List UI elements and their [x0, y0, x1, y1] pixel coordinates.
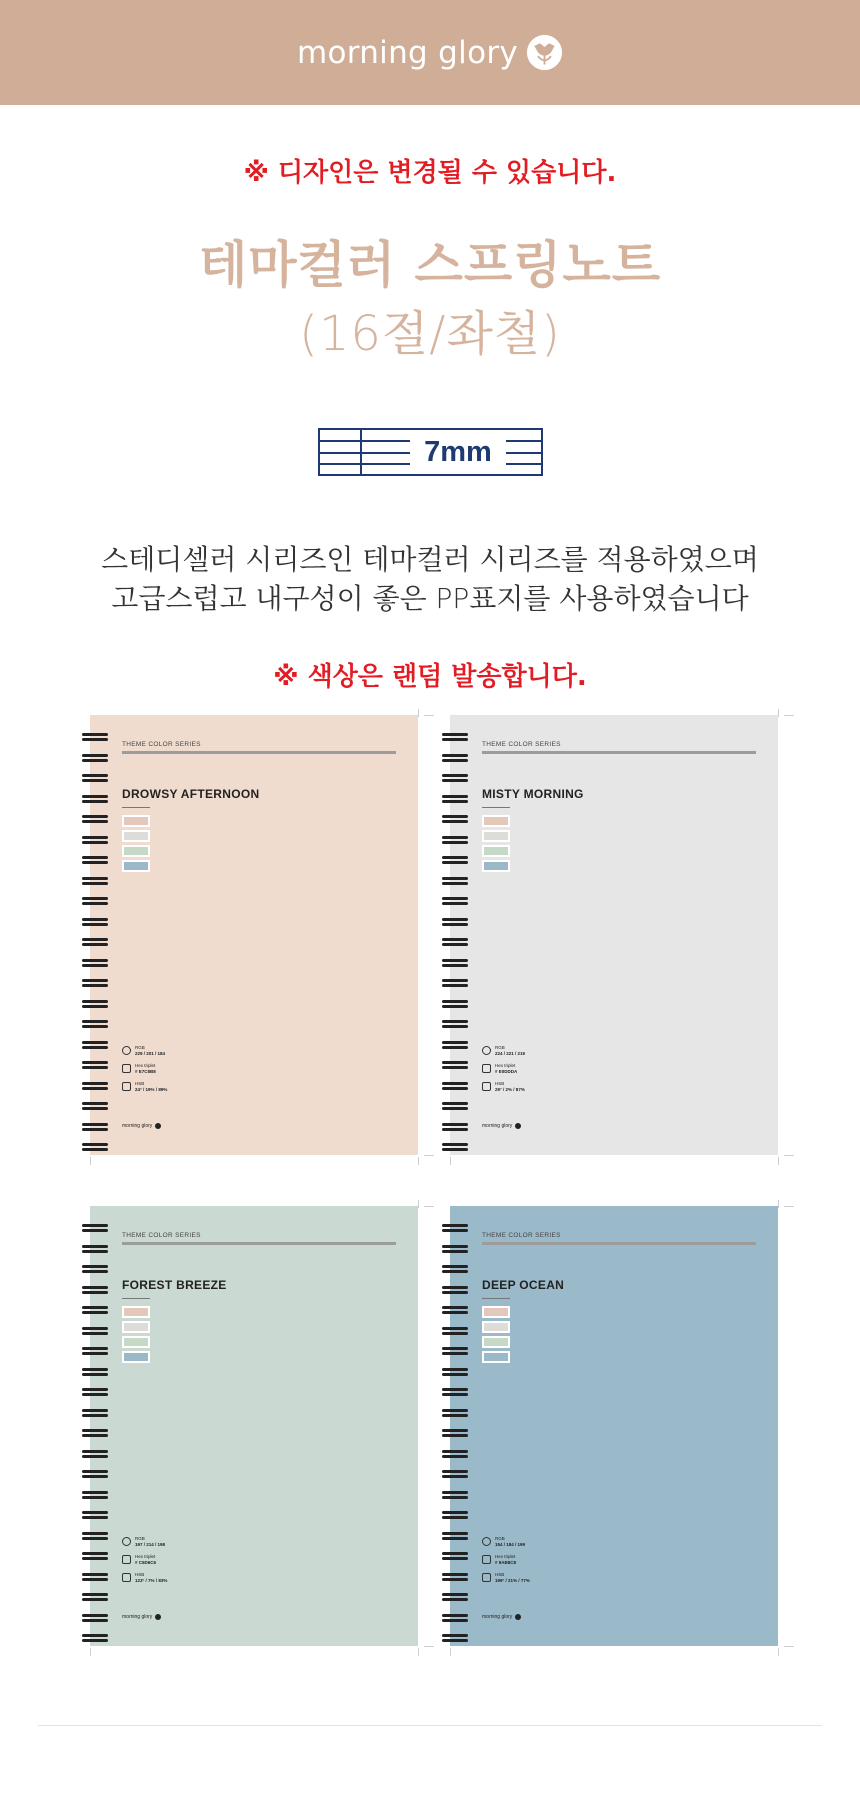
- hex-value: # E0DDDA: [495, 1068, 518, 1074]
- random-color-notice: ※ 색상은 랜덤 발송합니다.: [273, 662, 587, 692]
- spiral-ring: [82, 959, 108, 967]
- bottom-divider: [38, 1725, 822, 1726]
- hex-icon: [482, 1555, 491, 1564]
- description-line-2: 고급스럽고 내구성이 좋은 PP표지를 사용하였습니다: [111, 582, 749, 615]
- hex-value: # E7C8B8: [135, 1068, 156, 1074]
- hex-text: [135, 1554, 156, 1565]
- morning-glory-flower-icon: [526, 34, 563, 71]
- spiral-ring: [82, 1224, 108, 1232]
- name-rule: [122, 807, 150, 808]
- spiral-ring: [442, 1511, 468, 1519]
- spiral-ring: [82, 836, 108, 844]
- spiral-ring: [82, 1450, 108, 1458]
- brand-header: [0, 0, 860, 105]
- spiral-ring: [442, 1020, 468, 1028]
- spiral-ring: [442, 1123, 468, 1131]
- color-swatch: [482, 1336, 510, 1348]
- color-swatch: [122, 815, 150, 827]
- hex-text: [135, 1063, 156, 1074]
- series-rule: [122, 751, 396, 754]
- hex-text: [495, 1554, 516, 1565]
- rgb-icon: [482, 1046, 491, 1055]
- spiral-ring: [82, 1306, 108, 1314]
- spiral-ring: [82, 856, 108, 864]
- spiral-ring: [442, 1634, 468, 1642]
- spiral-ring: [82, 1491, 108, 1499]
- spiral-ring: [442, 1102, 468, 1110]
- spiral-ring: [442, 1286, 468, 1294]
- spiral-ring: [442, 1224, 468, 1232]
- cover-brand-text: morning glory: [122, 1614, 153, 1620]
- spiral-ring: [442, 1552, 468, 1560]
- hex-info: [482, 1063, 517, 1074]
- crop-mark: [90, 1157, 91, 1165]
- cover-panel: [90, 1206, 418, 1646]
- notebook-cover: [82, 1206, 442, 1661]
- color-swatch: [122, 860, 150, 872]
- spiral-ring: [442, 795, 468, 803]
- spiral-ring: [442, 1388, 468, 1396]
- spiral-ring: [442, 1491, 468, 1499]
- spiral-ring: [82, 1061, 108, 1069]
- spiral-ring: [442, 836, 468, 844]
- crop-mark: [424, 1206, 434, 1207]
- crop-mark: [784, 1646, 794, 1647]
- color-swatch: [482, 1321, 510, 1333]
- hsb-icon: [482, 1082, 491, 1091]
- spiral-ring: [442, 1532, 468, 1540]
- color-swatch: [482, 1306, 510, 1318]
- spiral-ring: [442, 918, 468, 926]
- crop-mark: [424, 1646, 434, 1647]
- rgb-icon: [482, 1537, 491, 1546]
- spiral-ring: [442, 1429, 468, 1437]
- spiral-ring: [82, 1593, 108, 1601]
- spiral-ring: [82, 1470, 108, 1478]
- brand-mark-icon: [155, 1614, 161, 1620]
- rgb-icon: [122, 1046, 131, 1055]
- spiral-ring: [442, 1593, 468, 1601]
- cover-panel: [450, 715, 778, 1155]
- description-line-1: 스테디셀러 시리즈인 테마컬러 시리즈를 적용하였으며: [101, 543, 759, 576]
- crop-mark: [778, 709, 779, 717]
- color-swatch: [122, 1306, 150, 1318]
- spiral-ring: [442, 1061, 468, 1069]
- spiral-ring: [442, 1450, 468, 1458]
- crop-mark: [778, 1157, 779, 1165]
- crop-mark: [424, 715, 434, 716]
- spiral-ring: [82, 1368, 108, 1376]
- ruling-indicator: [318, 428, 543, 476]
- rgb-value: 197 / 214 / 198: [135, 1541, 166, 1547]
- series-label: THEME COLOR SERIES: [482, 1232, 561, 1239]
- spiral-ring: [442, 1306, 468, 1314]
- hsb-text: [135, 1081, 167, 1092]
- design-change-notice: ※ 디자인은 변경될 수 있습니다.: [243, 158, 617, 188]
- rgb-info: [482, 1536, 525, 1547]
- hsb-icon: [122, 1082, 131, 1091]
- name-rule: [122, 1298, 150, 1299]
- series-rule: [482, 751, 756, 754]
- spiral-ring: [442, 1368, 468, 1376]
- spiral-ring: [82, 1082, 108, 1090]
- spiral-ring: [442, 754, 468, 762]
- hex-value: # 9AB8C8: [495, 1559, 517, 1565]
- spiral-ring: [82, 1429, 108, 1437]
- rgb-info: [122, 1045, 165, 1056]
- spiral-ring: [442, 1245, 468, 1253]
- cover-brand-text: morning glory: [122, 1123, 153, 1129]
- hex-label: Hex triplet: [135, 1554, 156, 1559]
- hsb-info: [122, 1081, 167, 1092]
- spiral-ring: [442, 1082, 468, 1090]
- spiral-ring: [442, 1000, 468, 1008]
- crop-mark: [778, 1200, 779, 1208]
- spiral-ring: [442, 1143, 468, 1151]
- hsb-label: HSB: [495, 1081, 505, 1086]
- spiral-ring: [442, 897, 468, 905]
- hex-label: Hex triplet: [495, 1063, 516, 1068]
- spiral-ring: [82, 1634, 108, 1642]
- notebook-name: DEEP OCEAN: [482, 1278, 565, 1292]
- spiral-ring: [82, 1020, 108, 1028]
- hsb-label: HSB: [495, 1572, 505, 1577]
- hex-icon: [482, 1064, 491, 1073]
- spiral-ring: [442, 979, 468, 987]
- series-label: THEME COLOR SERIES: [122, 1232, 201, 1239]
- series-rule: [482, 1242, 756, 1245]
- rgb-label: RGB: [495, 1536, 505, 1541]
- hsb-info: [122, 1572, 167, 1583]
- crop-mark: [418, 709, 419, 717]
- rgb-info: [482, 1045, 525, 1056]
- notebook-name: MISTY MORNING: [482, 787, 584, 801]
- cover-panel: [450, 1206, 778, 1646]
- color-swatch: [122, 845, 150, 857]
- hsb-value: 29° / 2% / 87%: [495, 1086, 525, 1092]
- rgb-value: 224 / 221 / 219: [495, 1050, 526, 1056]
- crop-mark: [778, 1648, 779, 1656]
- series-label: THEME COLOR SERIES: [482, 741, 561, 748]
- spiral-ring: [82, 1511, 108, 1519]
- rgb-value: 154 / 184 / 199: [495, 1541, 526, 1547]
- brand-name: morning glory: [296, 34, 519, 71]
- spiral-ring: [442, 1409, 468, 1417]
- brand-mark-icon: [515, 1123, 521, 1129]
- hex-info: [482, 1554, 516, 1565]
- spiral-ring: [442, 1327, 468, 1335]
- hex-label: Hex triplet: [495, 1554, 516, 1559]
- product-title: 테마컬러 스프링노트: [198, 236, 662, 294]
- spiral-ring: [442, 938, 468, 946]
- color-swatch: [482, 1351, 510, 1363]
- rgb-icon: [122, 1537, 131, 1546]
- notebook-cover: [82, 715, 442, 1170]
- color-swatch: [482, 845, 510, 857]
- cover-brand: [482, 1614, 521, 1620]
- spiral-ring: [82, 1041, 108, 1049]
- spiral-ring: [82, 938, 108, 946]
- spiral-ring: [82, 897, 108, 905]
- notebook-name: FOREST BREEZE: [122, 1278, 227, 1292]
- hsb-icon: [122, 1573, 131, 1582]
- brand-mark-icon: [515, 1614, 521, 1620]
- crop-mark: [418, 1648, 419, 1656]
- color-swatch: [482, 830, 510, 842]
- spiral-ring: [82, 1552, 108, 1560]
- crop-mark: [450, 1157, 451, 1165]
- hsb-text: [495, 1081, 525, 1092]
- rgb-label: RGB: [135, 1045, 145, 1050]
- spiral-ring: [82, 877, 108, 885]
- color-swatch: [482, 860, 510, 872]
- rgb-text: [495, 1045, 525, 1056]
- spiral-ring: [82, 918, 108, 926]
- hsb-info: [482, 1572, 530, 1583]
- hsb-text: [135, 1572, 167, 1583]
- crop-mark: [450, 1648, 451, 1656]
- spiral-ring: [442, 1573, 468, 1581]
- crop-mark: [90, 1648, 91, 1656]
- spiral-ring: [82, 1614, 108, 1622]
- hex-icon: [122, 1064, 131, 1073]
- spiral-ring: [442, 733, 468, 741]
- spiral-ring: [82, 815, 108, 823]
- hsb-value: 123° / 7% / 83%: [135, 1577, 168, 1583]
- hsb-icon: [482, 1573, 491, 1582]
- hsb-value: 24° / 19% / 89%: [135, 1086, 168, 1092]
- spiral-ring: [82, 1327, 108, 1335]
- rgb-text: [135, 1536, 165, 1547]
- spiral-ring: [82, 1573, 108, 1581]
- color-swatch: [122, 1321, 150, 1333]
- spiral-ring: [82, 1532, 108, 1540]
- spiral-ring: [82, 1388, 108, 1396]
- color-swatch: [122, 1336, 150, 1348]
- hsb-value: 199° / 21% / 77%: [495, 1577, 530, 1583]
- spiral-ring: [442, 856, 468, 864]
- spiral-ring: [82, 1245, 108, 1253]
- crop-mark: [784, 1206, 794, 1207]
- spiral-ring: [442, 1265, 468, 1273]
- spiral-ring: [82, 795, 108, 803]
- spiral-ring: [442, 1041, 468, 1049]
- crop-mark: [418, 1157, 419, 1165]
- rgb-text: [495, 1536, 525, 1547]
- name-rule: [482, 807, 510, 808]
- rgb-text: [135, 1045, 165, 1056]
- hex-info: [122, 1063, 156, 1074]
- cover-brand-text: morning glory: [482, 1123, 513, 1129]
- spiral-ring: [82, 1347, 108, 1355]
- cover-panel: [90, 715, 418, 1155]
- notebook-cover: [442, 715, 802, 1170]
- spiral-ring: [442, 1614, 468, 1622]
- spiral-ring: [442, 1470, 468, 1478]
- crop-mark: [424, 1155, 434, 1156]
- cover-brand: [122, 1614, 161, 1620]
- spiral-ring: [82, 754, 108, 762]
- spiral-ring: [82, 733, 108, 741]
- spiral-ring: [82, 1123, 108, 1131]
- hsb-text: [495, 1572, 530, 1583]
- rgb-label: RGB: [135, 1536, 145, 1541]
- hex-icon: [122, 1555, 131, 1564]
- cover-brand: [122, 1123, 161, 1129]
- rgb-info: [122, 1536, 165, 1547]
- rgb-value: 229 / 201 / 184: [135, 1050, 166, 1056]
- hex-info: [122, 1554, 156, 1565]
- hsb-label: HSB: [135, 1081, 145, 1086]
- hsb-label: HSB: [135, 1572, 145, 1577]
- spiral-ring: [82, 1265, 108, 1273]
- spiral-ring: [82, 774, 108, 782]
- series-label: THEME COLOR SERIES: [122, 741, 201, 748]
- brand-mark-icon: [155, 1123, 161, 1129]
- series-rule: [122, 1242, 396, 1245]
- crop-mark: [418, 1200, 419, 1208]
- ruling-spacing-label: 7mm: [410, 435, 506, 469]
- cover-brand: [482, 1123, 521, 1129]
- crop-mark: [784, 715, 794, 716]
- ruling-margin-line: [360, 430, 362, 474]
- spiral-ring: [442, 877, 468, 885]
- color-swatch: [122, 830, 150, 842]
- spiral-ring: [82, 1409, 108, 1417]
- spiral-ring: [82, 1143, 108, 1151]
- cover-brand-text: morning glory: [482, 1614, 513, 1620]
- hex-text: [495, 1063, 517, 1074]
- hsb-info: [482, 1081, 525, 1092]
- notebook-name: DROWSY AFTERNOON: [122, 787, 260, 801]
- name-rule: [482, 1298, 510, 1299]
- spiral-ring: [82, 979, 108, 987]
- color-swatch: [122, 1351, 150, 1363]
- spiral-ring: [82, 1000, 108, 1008]
- hex-label: Hex triplet: [135, 1063, 156, 1068]
- color-swatch: [482, 815, 510, 827]
- spiral-ring: [442, 815, 468, 823]
- spiral-ring: [442, 959, 468, 967]
- spiral-ring: [82, 1286, 108, 1294]
- crop-mark: [784, 1155, 794, 1156]
- notebook-cover: [442, 1206, 802, 1661]
- spiral-ring: [442, 1347, 468, 1355]
- product-subtitle: (16절/좌철): [299, 306, 561, 362]
- spiral-ring: [82, 1102, 108, 1110]
- spiral-ring: [442, 774, 468, 782]
- hex-value: # C5D6C6: [135, 1559, 157, 1565]
- rgb-label: RGB: [495, 1045, 505, 1050]
